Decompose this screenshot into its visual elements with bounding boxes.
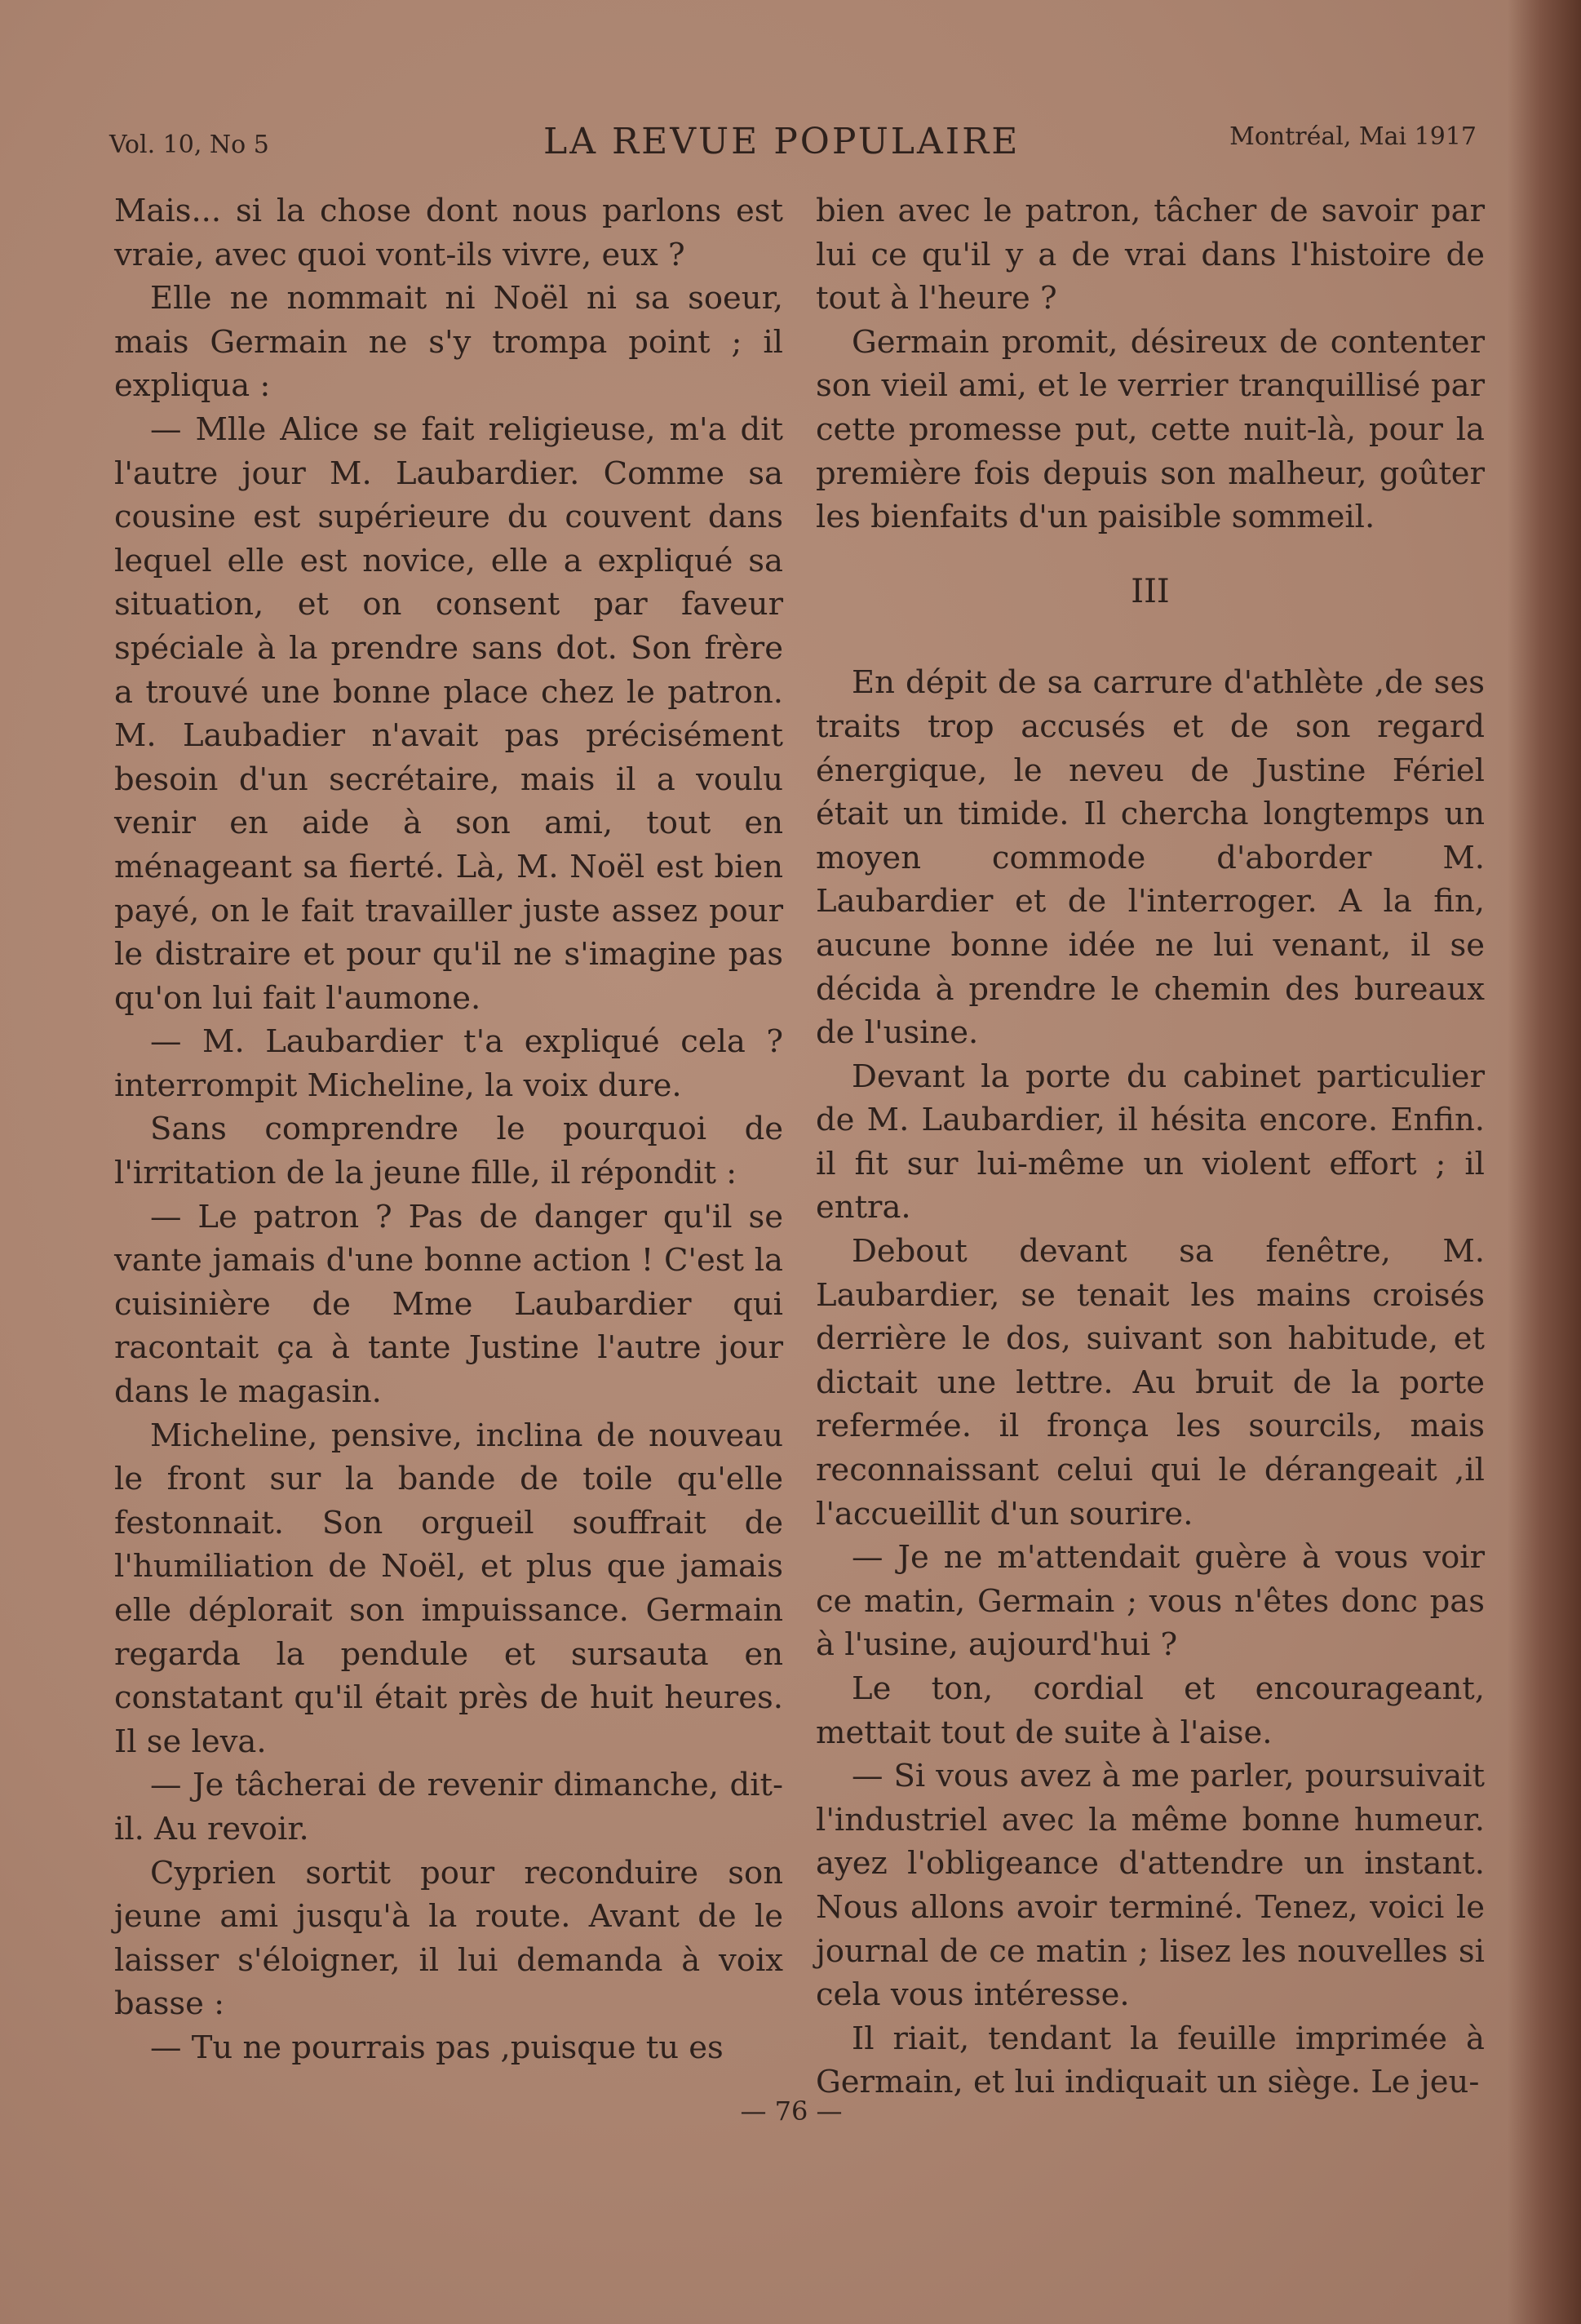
volume-number: Vol. 10, No 5 bbox=[109, 131, 269, 159]
paragraph: — M. Laubardier t'a expliqué cela ? interrompit Micheline, la voix dure. bbox=[114, 1023, 783, 1104]
issue-date: Montréal, Mai 1917 bbox=[1229, 122, 1477, 151]
paragraph: — Mlle Alice se fait religieuse, m'a dit l'autre jour M. Laubardier. Comme sa cousine est supérieure du couvent dans lequel elle est novice, elle a expliqué sa situation, et on consent par faveur spéciale à la prendre sans dot. Son frère a trouvé une bonne place chez le patron. M. Laubadier n'avait pas précisément besoin d'un secrétaire, mais il a voulu venir en aide à son ami, tout en ménageant sa fierté. Là, M. Noël est bien payé, on le fait travailler juste assez pour le distraire et pour qu'il ne s'imagine pas qu'on lui fait l'aumone. bbox=[114, 410, 783, 1017]
paragraph: — Je tâcherai de revenir dimanche, dit-il. Au revoir. bbox=[114, 1767, 783, 1847]
page-number: — 76 — bbox=[740, 2096, 843, 2127]
paragraph: Elle ne nommait ni Noël ni sa soeur, mais Germain ne s'y trompa point ; il expliqua : bbox=[114, 280, 783, 405]
paragraph: — Tu ne pourrais pas ,puisque tu es bbox=[150, 2029, 724, 2066]
paragraph: Devant la porte du cabinet particulier de M. Laubardier, il hésita encore. Enfin. il fit sur lui-même un violent effort ; il entra. bbox=[816, 1058, 1485, 1226]
paragraph: En dépit de sa carrure d'athlète ,de ses traits trop accusés et de son regard énergique, le neveu de Justine Fériel était un timide. Il chercha longtemps un moyen commode d'aborder M. Laubardier et de l'interroger. A la fin, aucune bonne idée ne lui venant, il se décida à prendre le chemin des bureaux de l'usine. bbox=[816, 664, 1485, 1052]
paragraph: bien avec le patron, tâcher de savoir par lui ce qu'il y a de vrai dans l'histoire de tout à l'heure ? bbox=[816, 193, 1485, 317]
paragraph: Le ton, cordial et encourageant, mettait tout de suite à l'aise. bbox=[816, 1670, 1485, 1751]
paragraph: — Le patron ? Pas de danger qu'il se vante jamais d'une bonne action ! C'est la cuisinière de Mme Laubardier qui racontait ça à tante Justine l'autre jour dans le magasin. bbox=[114, 1198, 783, 1411]
left-column bbox=[114, 189, 783, 2070]
paragraph: Il riait, tendant la feuille imprimée à Germain, et lui indiquait un siège. Le jeu- bbox=[816, 2020, 1485, 2101]
running-header bbox=[106, 121, 1477, 170]
paragraph: Cyprien sortit pour reconduire son jeune ami jusqu'à la route. Avant de le laisser s'éloigner, il lui demanda à voix basse : bbox=[114, 1854, 783, 2023]
paragraph: — Si vous avez à me parler, poursuivait l'industriel avec la même bonne humeur. ayez l'obligeance d'attendre un instant. Nous allons avoir terminé. Tenez, voici le journal de ce matin ; lisez les nouvelles si cela vous intéresse. bbox=[816, 1758, 1485, 2014]
section-heading: III bbox=[1131, 572, 1170, 610]
paragraph: Mais... si la chose dont nous parlons est vraie, avec quoi vont-ils vivre, eux ? bbox=[114, 193, 783, 273]
magazine-title: LA REVUE POPULAIRE bbox=[543, 121, 1021, 162]
right-column bbox=[816, 189, 1485, 2104]
paragraph: Micheline, pensive, inclina de nouveau le front sur la bande de toile qu'elle festonnait. Son orgueil souffrait de l'humiliation de Noël, et plus que jamais elle déplorait son impuissance. Germain regarda la pendule et sursauta en constatant qu'il était près de huit heures. Il se leva. bbox=[114, 1417, 783, 1760]
paragraph: Germain promit, désireux de contenter son vieil ami, et le verrier tranquillisé par cette promesse put, cette nuit-là, pour la première fois depuis son malheur, goûter les bienfaits d'un paisible sommeil. bbox=[816, 323, 1485, 536]
paragraph: — Je ne m'attendait guère à vous voir ce matin, Germain ; vous n'êtes donc pas à l'usine, aujourd'hui ? bbox=[816, 1539, 1485, 1664]
paragraph: Debout devant sa fenêtre, M. Laubardier, se tenait les mains croisés derrière le dos, suivant son habitude, et dictait une lettre. Au bruit de la porte refermée. il fronça les sourcils, mais reconnaissant celui qui le dérangeait ,il l'accueillit d'un sourire. bbox=[816, 1233, 1485, 1532]
paragraph: Sans comprendre le pourquoi de l'irritation de la jeune fille, il répondit : bbox=[114, 1111, 783, 1192]
book-spine-shadow bbox=[1508, 0, 1581, 2324]
